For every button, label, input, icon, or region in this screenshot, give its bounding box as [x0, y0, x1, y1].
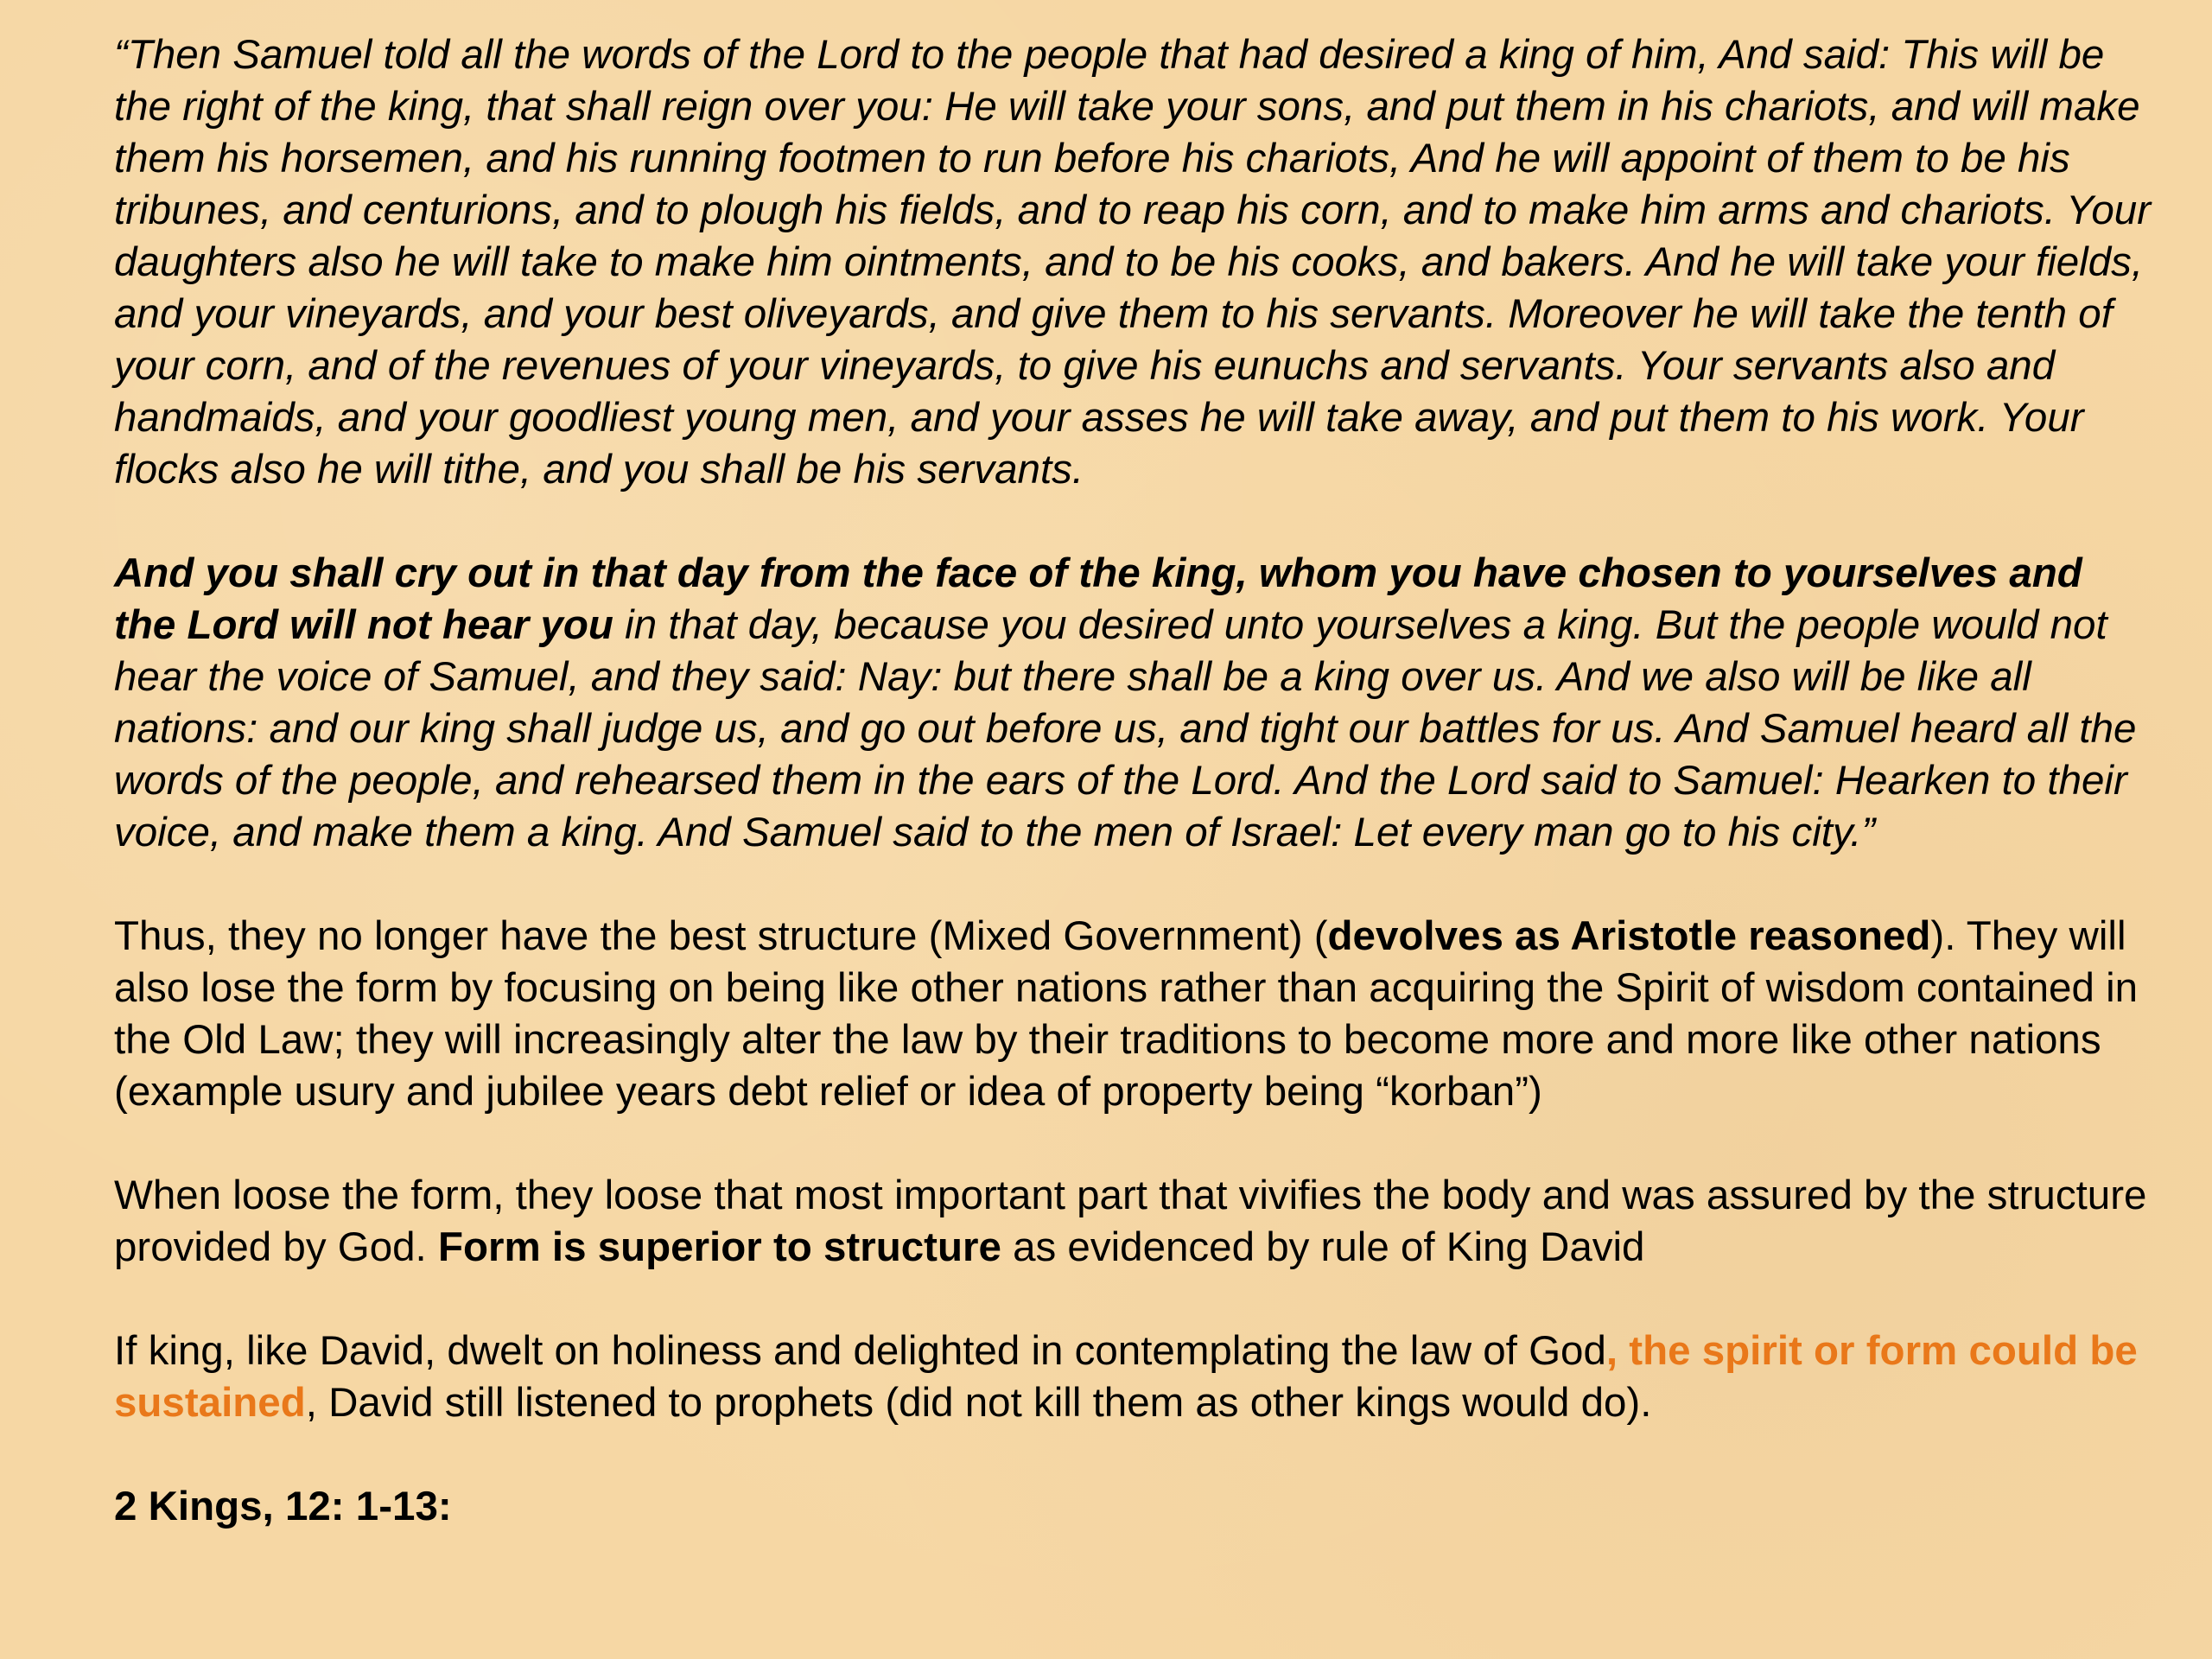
- commentary-text: as evidenced by rule of King David: [1001, 1224, 1645, 1270]
- slide-body: [114, 29, 2153, 1533]
- commentary-emphasis: Form is superior to structure: [437, 1224, 1001, 1270]
- commentary-text: ). They will also lose the form by focusing on being like other nations rather than acquiring the Spirit of wisdom contained in the Old Law; they will increasingly alter the law by their traditions to become more and more like other nations (example usury and jubilee years debt relief or idea of property being “korban”): [114, 913, 2139, 1115]
- scripture-reference-heading: [114, 1481, 2153, 1533]
- commentary-text: If king, like David, dwelt on holiness and delighted in contemplating the law of God: [114, 1328, 1606, 1374]
- spacer: [114, 496, 2153, 548]
- quote-text-1: “Then Samuel told all the words of the Lord to the people that had desired a king of him, And said: This will be the right of the king, that shall reign over you: He will take your sons, and put them in his chariots, and will make them his horsemen, and his running footmen to run before his chariots, And he will appoint of them to be his tribunes, and centurions, and to plough his fields, and to reap his corn, and to make him arms and chariots. Your daughters also he will take to make him ointments, and to be his cooks, and bakers. And he will take your fields, and your vineyards, and your best oliveyards, and give them to his servants. Moreover he will take the tenth of your corn, and of the revenues of your vineyards, to give his eunuchs and servants. Your servants also and handmaids, and your goodliest young men, and your asses he will take away, and put them to his work. Your flocks also he will tithe, and you shall be his servants.: [114, 32, 2152, 493]
- spacer: [114, 1118, 2153, 1170]
- commentary-text: Thus, they no longer have the best structure (Mixed Government) (: [114, 913, 1328, 959]
- spacer: [114, 1274, 2153, 1325]
- spacer: [114, 859, 2153, 911]
- commentary-paragraph-david: [114, 1325, 2153, 1429]
- highlighted-text: , the spirit or form could be sustained: [114, 1328, 2138, 1426]
- commentary-paragraph-form: [114, 1170, 2153, 1274]
- commentary-text: , David still listened to prophets (did not kill them as other kings would do).: [305, 1380, 1652, 1426]
- commentary-text: When loose the form, they loose that most important part that vivifies the body and was assured by the structure provided by God.: [114, 1173, 2147, 1270]
- spacer: [114, 1429, 2153, 1481]
- quote-emphasis: And you shall cry out in that day from the face of the king, whom you have chosen to yourselves and the Lord will not hear you: [114, 550, 2082, 648]
- scripture-quote-paragraph-2: [114, 548, 2153, 859]
- quote-text-2: in that day, because you desired unto yourselves a king. But the people would not hear the voice of Samuel, and they said: Nay: but there shall be a king over us. And we also will be like all nations: and our king shall judge us, and go out before us, and tight our battles for us. And Samuel heard all the words of the people, and rehearsed them in the ears of the Lord. And the Lord said to Samuel: Hearken to their voice, and make them a king. And Samuel said to the men of Israel: Let every man go to his city.”: [114, 602, 2137, 855]
- commentary-paragraph-structure: [114, 911, 2153, 1118]
- reference-text: 2 Kings, 12: 1-13:: [114, 1484, 452, 1529]
- scripture-quote-paragraph-1: [114, 29, 2153, 496]
- commentary-emphasis: devolves as Aristotle reasoned: [1327, 913, 1931, 959]
